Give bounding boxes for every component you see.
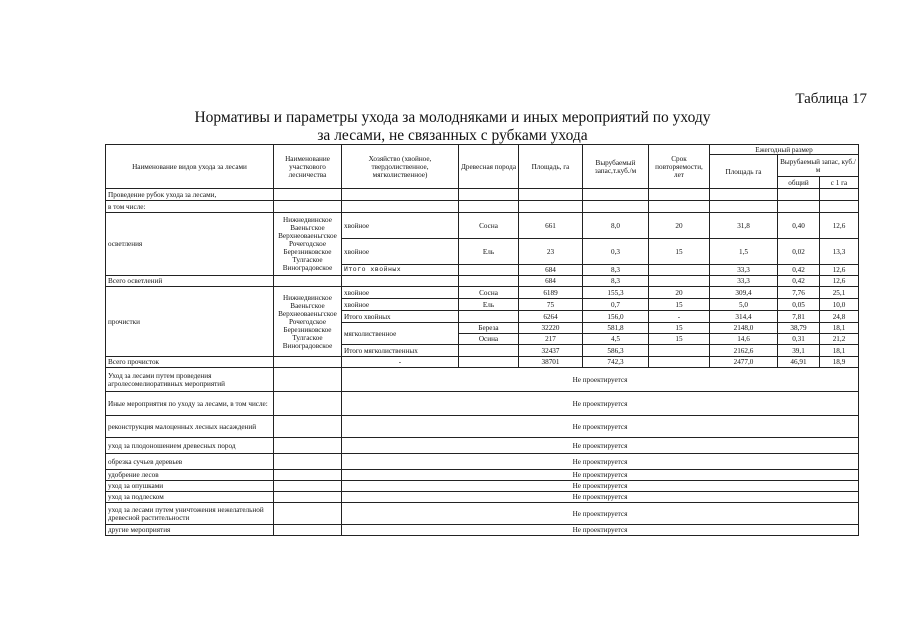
header-cell: Древесная порода <box>459 145 519 189</box>
header-cell: общий <box>778 177 820 189</box>
row-label: Всего осветлений <box>106 276 274 287</box>
table-cell: 6264 <box>519 311 583 323</box>
table-cell: 2148,0 <box>710 323 778 334</box>
row-label: осветления <box>106 213 274 276</box>
table-cell: 684 <box>519 265 583 276</box>
row-label: Всего прочисток <box>106 357 274 368</box>
table-cell: Сосна <box>459 287 519 299</box>
row-label: реконструкция малоценных лесных насаждений <box>106 416 274 438</box>
table-cell: 33,3 <box>710 265 778 276</box>
row-label: Иные мероприятия по уходу за лесами, в том числе: <box>106 392 274 416</box>
table-cell: 581,8 <box>583 323 649 334</box>
table-number: Таблица 17 <box>795 91 867 107</box>
table-cell: Сосна <box>459 213 519 239</box>
table-cell: 0,02 <box>778 239 820 265</box>
table-cell: 25,1 <box>820 287 859 299</box>
table-cell: 18,1 <box>820 323 859 334</box>
table-cell: - <box>342 357 459 368</box>
table-cell: Береза <box>459 323 519 334</box>
table-cell: 12,6 <box>820 213 859 239</box>
table-cell: Осина <box>459 334 519 345</box>
table-cell: 7,76 <box>778 287 820 299</box>
table-cell: 0,42 <box>778 265 820 276</box>
not-projected-cell: Не проектируется <box>342 416 859 438</box>
table-cell: 8,0 <box>583 213 649 239</box>
table-cell: 10,0 <box>820 299 859 311</box>
not-projected-cell: Не проектируется <box>342 438 859 454</box>
table-cell: 75 <box>519 299 583 311</box>
row-label: уход за подлеском <box>106 492 274 503</box>
row-label: прочистки <box>106 287 274 357</box>
table-cell: Итого хвойных <box>342 265 459 276</box>
table-cell: 309,4 <box>710 287 778 299</box>
table-cell: 12,6 <box>820 276 859 287</box>
table-cell: 31,8 <box>710 213 778 239</box>
table-cell: Ель <box>459 239 519 265</box>
table-cell: Итого мягколиственных <box>342 345 459 357</box>
table-cell: 39,1 <box>778 345 820 357</box>
district-list: Нижнедвинское Ваеньгское Верхнеоваеньгское Рочегодское Березниковское Тулгаское Виноградовское <box>274 287 342 357</box>
row-label: в том числе: <box>106 201 274 213</box>
table-cell: мягколиственное <box>342 323 459 345</box>
not-projected-cell: Не проектируется <box>342 454 859 470</box>
table-cell: хвойное <box>342 213 459 239</box>
row-label: обрезка сучьев деревьев <box>106 454 274 470</box>
row-label: Проведение рубок ухода за лесами, <box>106 189 274 201</box>
table-cell: 14,6 <box>710 334 778 345</box>
table-cell: 21,2 <box>820 334 859 345</box>
table-cell: 20 <box>649 287 710 299</box>
header-cell: Наименование видов ухода за лесами <box>106 145 274 189</box>
table-cell: 0,3 <box>583 239 649 265</box>
header-cell: с 1 га <box>820 177 859 189</box>
header-cell: Площадь га <box>710 155 778 189</box>
table-cell: 314,4 <box>710 311 778 323</box>
table-cell: 8,3 <box>583 265 649 276</box>
table-cell: 0,05 <box>778 299 820 311</box>
table-cell: 20 <box>649 213 710 239</box>
not-projected-cell: Не проектируется <box>342 368 859 392</box>
table-cell: 7,81 <box>778 311 820 323</box>
table-cell: 15 <box>649 299 710 311</box>
table-cell: 0,40 <box>778 213 820 239</box>
table-cell: 661 <box>519 213 583 239</box>
table-cell: Итого хвойных <box>342 311 459 323</box>
table-cell: 8,3 <box>583 276 649 287</box>
table-cell: 23 <box>519 239 583 265</box>
table-cell: хвойное <box>342 287 459 299</box>
table-cell: 32220 <box>519 323 583 334</box>
header-cell: Наименование участкового лесничества <box>274 145 342 189</box>
table-cell: 15 <box>649 323 710 334</box>
table-cell: 15 <box>649 239 710 265</box>
table-cell: 18,9 <box>820 357 859 368</box>
table-cell: 38,79 <box>778 323 820 334</box>
table-cell: хвойное <box>342 239 459 265</box>
table-cell: 46,91 <box>778 357 820 368</box>
header-cell: Хозяйство (хвойное, твердолиственное, мягколиственное) <box>342 145 459 189</box>
table-cell: 18,1 <box>820 345 859 357</box>
row-label: уход за опушками <box>106 481 274 492</box>
table-cell: 24,8 <box>820 311 859 323</box>
not-projected-cell: Не проектируется <box>342 481 859 492</box>
table-cell: хвойное <box>342 299 459 311</box>
table-cell: 1,5 <box>710 239 778 265</box>
table-cell: 12,6 <box>820 265 859 276</box>
not-projected-cell: Не проектируется <box>342 525 859 536</box>
table-cell: - <box>649 311 710 323</box>
table-cell: 0,7 <box>583 299 649 311</box>
header-cell: Срок повторяемости, лет <box>649 145 710 189</box>
row-label: другие мероприятия <box>106 525 274 536</box>
table-cell: 2162,6 <box>710 345 778 357</box>
table-cell: 684 <box>519 276 583 287</box>
page-subtitle: за лесами, не связанных с рубками ухода <box>317 127 588 144</box>
row-label: уход за лесами путем уничтожения нежелательной древесной растительности <box>106 503 274 525</box>
not-projected-cell: Не проектируется <box>342 392 859 416</box>
not-projected-cell: Не проектируется <box>342 470 859 481</box>
table-cell: 4,5 <box>583 334 649 345</box>
table-cell: 13,3 <box>820 239 859 265</box>
table-cell: 217 <box>519 334 583 345</box>
table-cell: 156,0 <box>583 311 649 323</box>
table-cell: 38701 <box>519 357 583 368</box>
page-title: Нормативы и параметры ухода за молодняками и иных мероприятий по уходу <box>194 109 711 126</box>
table-cell: 586,3 <box>583 345 649 357</box>
table-cell: 15 <box>649 334 710 345</box>
table-cell: 742,3 <box>583 357 649 368</box>
table-cell: Ель <box>459 299 519 311</box>
row-label: Уход за лесами путем проведения агролесомелиоративных мероприятий <box>106 368 274 392</box>
table-cell: 32437 <box>519 345 583 357</box>
not-projected-cell: Не проектируется <box>342 503 859 525</box>
norms-table <box>105 144 859 536</box>
table-cell: 6189 <box>519 287 583 299</box>
table-cell: 33,3 <box>710 276 778 287</box>
table-cell: 155,3 <box>583 287 649 299</box>
district-list: Нижнедвинское Ваеньгское Верхнеоваеньгское Рочегодское Березниковское Тулгаское Виноградовское <box>274 213 342 276</box>
header-cell: Площадь, га <box>519 145 583 189</box>
not-projected-cell: Не проектируется <box>342 492 859 503</box>
header-cell: Вырубаемый запас, куб./м <box>778 155 859 177</box>
table-cell: 0,31 <box>778 334 820 345</box>
table-cell: 2477,0 <box>710 357 778 368</box>
row-label: уход за плодоношением древесных пород <box>106 438 274 454</box>
table-cell: 5,0 <box>710 299 778 311</box>
header-cell: Ежегодный размер <box>710 145 859 155</box>
header-cell: Вырубаемый запас,т.куб./м <box>583 145 649 189</box>
row-label: удобрение лесов <box>106 470 274 481</box>
table-cell: 0,42 <box>778 276 820 287</box>
